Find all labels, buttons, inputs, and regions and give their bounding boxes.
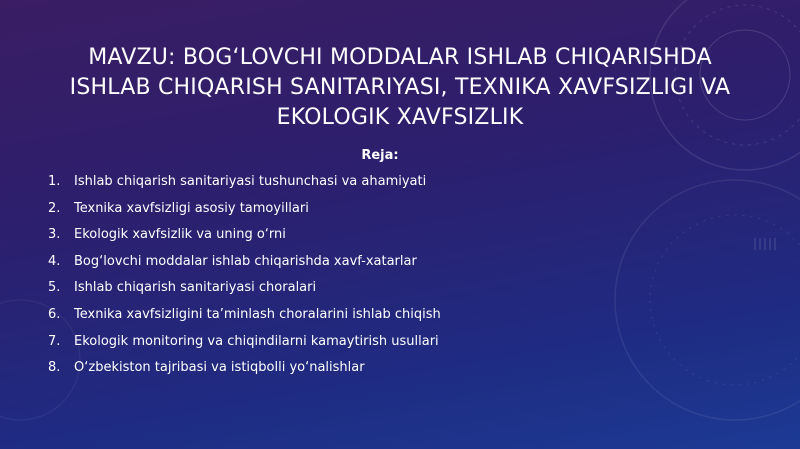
list-item-number: 8. — [48, 360, 61, 376]
list-item — [48, 358, 441, 385]
list-item-text: Ekologik xavfsizlik va uning o‘rni — [74, 227, 286, 243]
list-item-text: Ishlab chiqarish sanitariyasi tushunchasi va ahamiyati — [74, 174, 427, 189]
list-item-number: 4. — [48, 253, 61, 269]
list-item-number: 2. — [48, 200, 61, 216]
list-item — [48, 278, 441, 305]
plan-list — [48, 172, 441, 385]
list-item-text: Texnika xavfsizligi asosiy tamoyillari — [74, 200, 309, 216]
deco-ring-bottom — [615, 180, 800, 420]
list-item — [48, 332, 441, 359]
list-item-text: Ishlab chiqarish sanitariyasi choralari — [74, 280, 317, 296]
list-item-number: 3. — [48, 227, 61, 243]
list-item — [48, 225, 441, 252]
list-item-text: Bog‘lovchi moddalar ishlab chiqarishda xavf-xatarlar — [74, 253, 417, 269]
list-item-number: 5. — [48, 280, 61, 296]
slide-subtitle: Reja: — [361, 148, 399, 163]
list-item-text: O‘zbekiston tajribasi va istiqbolli yo‘nalishlar — [74, 360, 365, 376]
list-item-number: 7. — [48, 333, 61, 349]
deco-ring-bottom-inner — [650, 215, 800, 385]
list-item-text: Ekologik monitoring va chiqindilarni kamaytirish usullari — [74, 333, 439, 349]
slide-title: MAVZU: BOG‘LOVCHI MODDALAR ISHLAB CHIQARISHDA ISHLAB CHIQARISH SANITARIYASI, TEXNIKA XAVFSIZLIGI VA EKOLOGIK XAVFSIZLIK — [69, 45, 731, 130]
list-item — [48, 172, 441, 199]
list-item-number: 6. — [48, 306, 61, 322]
list-item-text: Texnika xavfsizligini ta’minlash choralarini ishlab chiqish — [74, 306, 441, 322]
list-item — [48, 252, 441, 279]
list-item — [48, 305, 441, 332]
list-item — [48, 199, 441, 226]
list-item-number: 1. — [48, 174, 61, 189]
